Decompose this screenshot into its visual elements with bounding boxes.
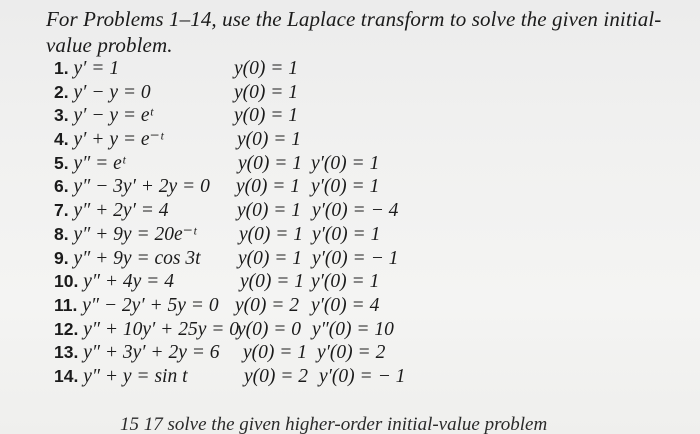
- derivative-initial-condition: y′(0) = − 4: [312, 200, 399, 222]
- problem-number: 6.: [54, 176, 69, 197]
- initial-condition: y(0) = 1: [239, 223, 304, 245]
- derivative-initial-condition: y′(0) = 1: [312, 223, 381, 245]
- initial-condition: y(0) = 2: [244, 365, 309, 387]
- differential-equation: y′ = 1: [73, 58, 120, 79]
- initial-condition: y(0) = 1: [234, 81, 299, 103]
- problem-row: [54, 318, 674, 342]
- problem-number: 11.: [54, 294, 78, 315]
- derivative-initial-condition: y′(0) = 4: [311, 294, 380, 316]
- problem-row: [54, 128, 674, 152]
- differential-equation: y″ + 3y′ + 2y = 6: [83, 342, 220, 364]
- problem-number: 3.: [54, 105, 69, 126]
- problem-number: 12.: [54, 318, 79, 339]
- problem-number: 7.: [54, 200, 69, 221]
- problem-row: [54, 81, 674, 105]
- initial-condition: y(0) = 1: [240, 271, 305, 293]
- problem-number: 14.: [54, 365, 79, 386]
- differential-equation: y″ + 4y = 4: [83, 271, 174, 293]
- differential-equation: y″ + 2y′ = 4: [73, 200, 169, 222]
- problem-row: [54, 104, 674, 128]
- derivative-initial-condition: y′(0) = 2: [317, 342, 386, 364]
- problem-number: 8.: [54, 223, 69, 244]
- differential-equation: y′ − y = eᵗ: [73, 105, 153, 127]
- differential-equation: y″ = eᵗ: [73, 152, 126, 174]
- initial-condition: y(0) = 1: [243, 342, 308, 364]
- problem-number: 10.: [54, 271, 79, 292]
- differential-equation: y″ + 10y′ + 25y = 0: [83, 318, 240, 340]
- problem-row: [54, 365, 674, 389]
- problem-row: [54, 152, 674, 176]
- initial-condition: y(0) = 1: [238, 152, 303, 174]
- differential-equation: y″ + 9y = 20e⁻ᵗ: [73, 223, 197, 245]
- differential-equation: y″ + 9y = cos 3t: [73, 247, 201, 269]
- problem-number: 9.: [54, 247, 69, 268]
- initial-condition: y(0) = 1: [234, 105, 299, 127]
- problem-number: 13.: [54, 342, 79, 363]
- problem-row: [54, 247, 674, 271]
- problem-row: [54, 294, 674, 318]
- differential-equation: y″ + y = sin t: [83, 365, 188, 387]
- problem-row: [54, 270, 674, 294]
- problem-list: [54, 57, 674, 389]
- problem-row: [54, 223, 674, 247]
- initial-condition: y(0) = 1: [238, 247, 303, 269]
- derivative-initial-condition: y′(0) = 1: [311, 271, 380, 293]
- derivative-initial-condition: y′(0) = − 1: [312, 247, 399, 269]
- initial-condition: y(0) = 1: [234, 58, 299, 79]
- differential-equation: y″ − 2y′ + 5y = 0: [82, 294, 219, 316]
- problem-instructions: For Problems 1–14, use the Laplace transform to solve the given initial-value problem.: [46, 7, 662, 57]
- problem-number: 2.: [54, 81, 69, 102]
- initial-condition: y(0) = 1: [237, 129, 302, 151]
- initial-condition: y(0) = 0: [237, 318, 302, 340]
- problem-number: 5.: [54, 152, 69, 173]
- initial-condition: y(0) = 1: [237, 200, 302, 222]
- problem-row: [54, 341, 674, 365]
- problem-number: 4.: [54, 129, 69, 150]
- problem-number: 1.: [54, 58, 69, 78]
- problem-row: [54, 175, 674, 199]
- derivative-initial-condition: y′(0) = − 1: [319, 365, 406, 387]
- derivative-initial-condition: y″(0) = 10: [312, 318, 394, 340]
- problem-row: [54, 199, 674, 223]
- differential-equation: y″ − 3y′ + 2y = 0: [73, 176, 210, 198]
- differential-equation: y′ − y = 0: [73, 81, 151, 103]
- derivative-initial-condition: y′(0) = 1: [311, 176, 380, 198]
- initial-condition: y(0) = 2: [235, 294, 300, 316]
- next-section-instructions: 15 17 solve the given higher-order initial-value problem: [120, 414, 548, 434]
- derivative-initial-condition: y′(0) = 1: [311, 152, 380, 174]
- initial-condition: y(0) = 1: [236, 176, 301, 198]
- differential-equation: y′ + y = e⁻ᵗ: [73, 129, 164, 151]
- problem-row: [54, 57, 674, 81]
